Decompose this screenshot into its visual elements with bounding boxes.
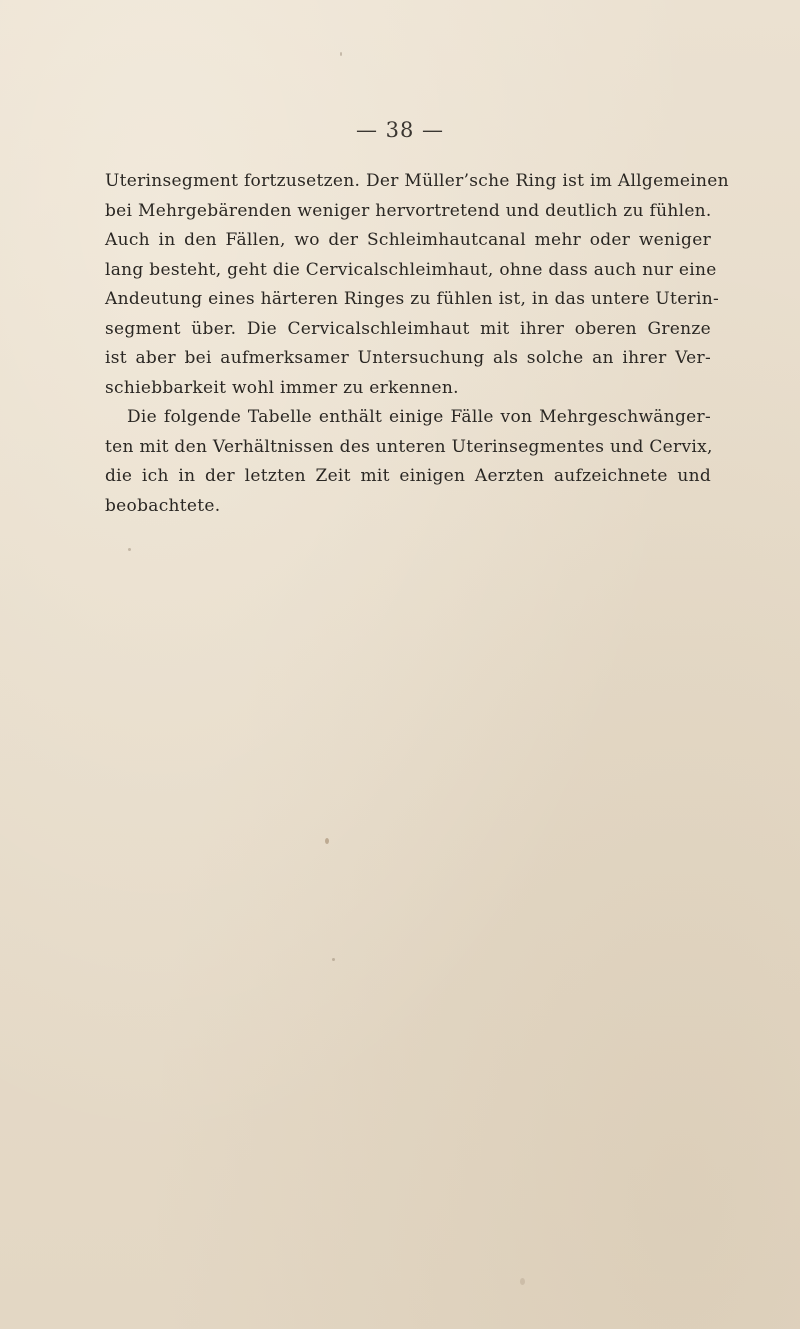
text-line: Uterinsegment fortzusetzen. Der Müller’sche Ring ist im Allgemeinen	[105, 171, 729, 191]
paper-speck	[325, 838, 329, 844]
text-line: schiebbarkeit wohl immer zu erkennen.	[105, 377, 459, 398]
text-line: ist aber bei aufmerksamer Untersuchung als solche an ihrer Ver-	[105, 348, 711, 368]
text-line: lang besteht, geht die Cervicalschleimhaut, ohne dass auch nur eine	[105, 259, 717, 280]
text-line: die ich in der letzten Zeit mit einigen Aerzten aufzeichnete und	[105, 466, 711, 486]
paper-speck	[128, 548, 131, 551]
text-line: bei Mehrgebärenden weniger hervortretend und deutlich zu fühlen.	[105, 200, 712, 221]
paragraph-2	[105, 403, 711, 521]
body-text	[105, 167, 729, 521]
text-line: ten mit den Verhältnissen des unteren Uterinsegmentes und Cervix,	[105, 436, 713, 457]
text-line: Die folgende Tabelle enthält einige Fälle von Mehrgeschwänger-	[127, 407, 711, 427]
paper-speck	[332, 958, 335, 961]
text-line: Auch in den Fällen, wo der Schleimhautcanal mehr oder weniger	[105, 230, 711, 250]
text-line: Andeutung eines härteren Ringes zu fühlen ist, in das untere Uterin-	[105, 289, 720, 309]
text-line: segment über. Die Cervicalschleimhaut mit ihrer oberen Grenze	[105, 318, 711, 339]
page-number: — 38 —	[355, 118, 445, 142]
paragraph-1	[105, 167, 729, 403]
paper-speck	[340, 52, 342, 56]
text-line: beobachtete.	[105, 495, 221, 516]
paper-speck	[520, 1278, 525, 1285]
